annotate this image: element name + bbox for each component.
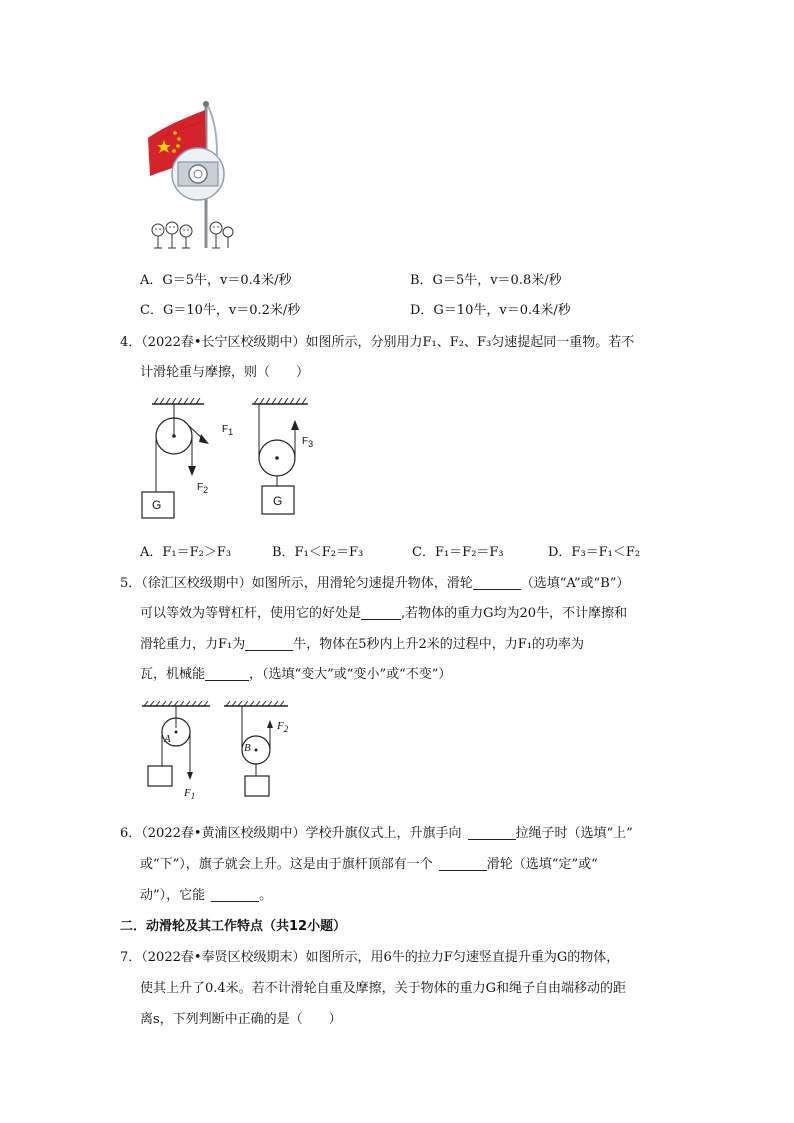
q4-label-f1: F1 bbox=[222, 424, 234, 437]
q5-label-a: A bbox=[164, 733, 171, 745]
q4-stem-line1: 4．（2022春•长宁区校级期中）如图所示，分别用力F₁、F₂、F₃匀速提起同一重物。若不 bbox=[120, 335, 635, 350]
q5-blank-1[interactable] bbox=[473, 575, 521, 590]
q5-line4: 瓦，机械能 ，（选填“变大”或“变小”或“不变”） bbox=[140, 667, 452, 682]
q4-stem-line2: 计滑轮重与摩擦，则（ ） bbox=[140, 365, 310, 380]
q7-line2: 使其上升了0.4米。若不计滑轮自重及摩擦，关于物体的重力G和绳子自由端移动的距 bbox=[140, 981, 627, 996]
q5-blank-4[interactable] bbox=[205, 666, 249, 681]
q4-label-f2: F2 bbox=[197, 482, 209, 495]
q6-blank-2[interactable] bbox=[439, 856, 487, 871]
q5-label-f2: $F_2$ bbox=[277, 720, 289, 734]
q5-line2: 可以等效为等臂杠杆，使用它的好处是 ,若物体的重力G均为20牛，不计摩擦和 bbox=[140, 606, 628, 621]
q6-blank-1[interactable] bbox=[468, 825, 516, 840]
q7-line1: 7．（2022春•奉贤区校级期末）如图所示，用6牛的拉力F匀速竖直提升重为G的物体， bbox=[120, 950, 620, 965]
q4-option-a: A．F₁＝F₂＞F₃ bbox=[140, 545, 232, 560]
q5-label-b: B bbox=[244, 742, 251, 754]
flag-pulley-figure bbox=[140, 98, 240, 260]
section-heading: 二．动滑轮及其工作特点（共12小题） bbox=[120, 919, 347, 934]
q4-pulley-figure bbox=[138, 396, 338, 524]
q6-line3: 动”），它能 。 bbox=[140, 888, 273, 903]
q6-line2: 或“下”），旗子就会上升。这是由于旗杆顶部有一个 滑轮（选填“定”或“ bbox=[140, 857, 598, 872]
q3-option-a: A．G＝5牛，v＝0.4米/秒 bbox=[140, 273, 292, 288]
q4-label-g-left: G bbox=[152, 498, 162, 512]
q6-blank-3[interactable] bbox=[211, 887, 259, 902]
q5-blank-2[interactable] bbox=[361, 605, 401, 620]
q4-label-g-right: G bbox=[273, 494, 283, 508]
q7-line3: 离s，下列判断中正确的是（ ） bbox=[140, 1012, 342, 1027]
q4-option-b: B．F₁＜F₂＝F₃ bbox=[272, 545, 364, 560]
q5-blank-3[interactable] bbox=[245, 636, 293, 651]
q6-line1: 6．（2022春•黄浦区校级期中）学校升旗仪式上，升旗手向 拉绳子时（选填“上” bbox=[120, 826, 633, 841]
q5-pulley-figure bbox=[138, 698, 308, 808]
q5-label-f1: $F_1$ bbox=[184, 787, 196, 801]
q3-option-c: C．G＝10牛，v＝0.2米/秒 bbox=[140, 303, 301, 318]
q5-line1: 5．（徐汇区校级期中）如图所示，用滑轮匀速提升物体，滑轮 （选填“A”或“B”） bbox=[120, 576, 630, 591]
q4-option-d: D．F₃＝F₁＜F₂ bbox=[548, 545, 641, 560]
q3-option-b: B．G＝5牛，v＝0.8米/秒 bbox=[410, 273, 562, 288]
q3-option-d: D．G＝10牛，v＝0.4米/秒 bbox=[410, 303, 571, 318]
q4-option-c: C．F₁＝F₂＝F₃ bbox=[412, 545, 504, 560]
q5-line3: 滑轮重力，力F₁为 牛，物体在5秒内上升2米的过程中，力F₁的功率为 bbox=[140, 637, 585, 652]
q4-label-f3: F3 bbox=[302, 436, 314, 449]
